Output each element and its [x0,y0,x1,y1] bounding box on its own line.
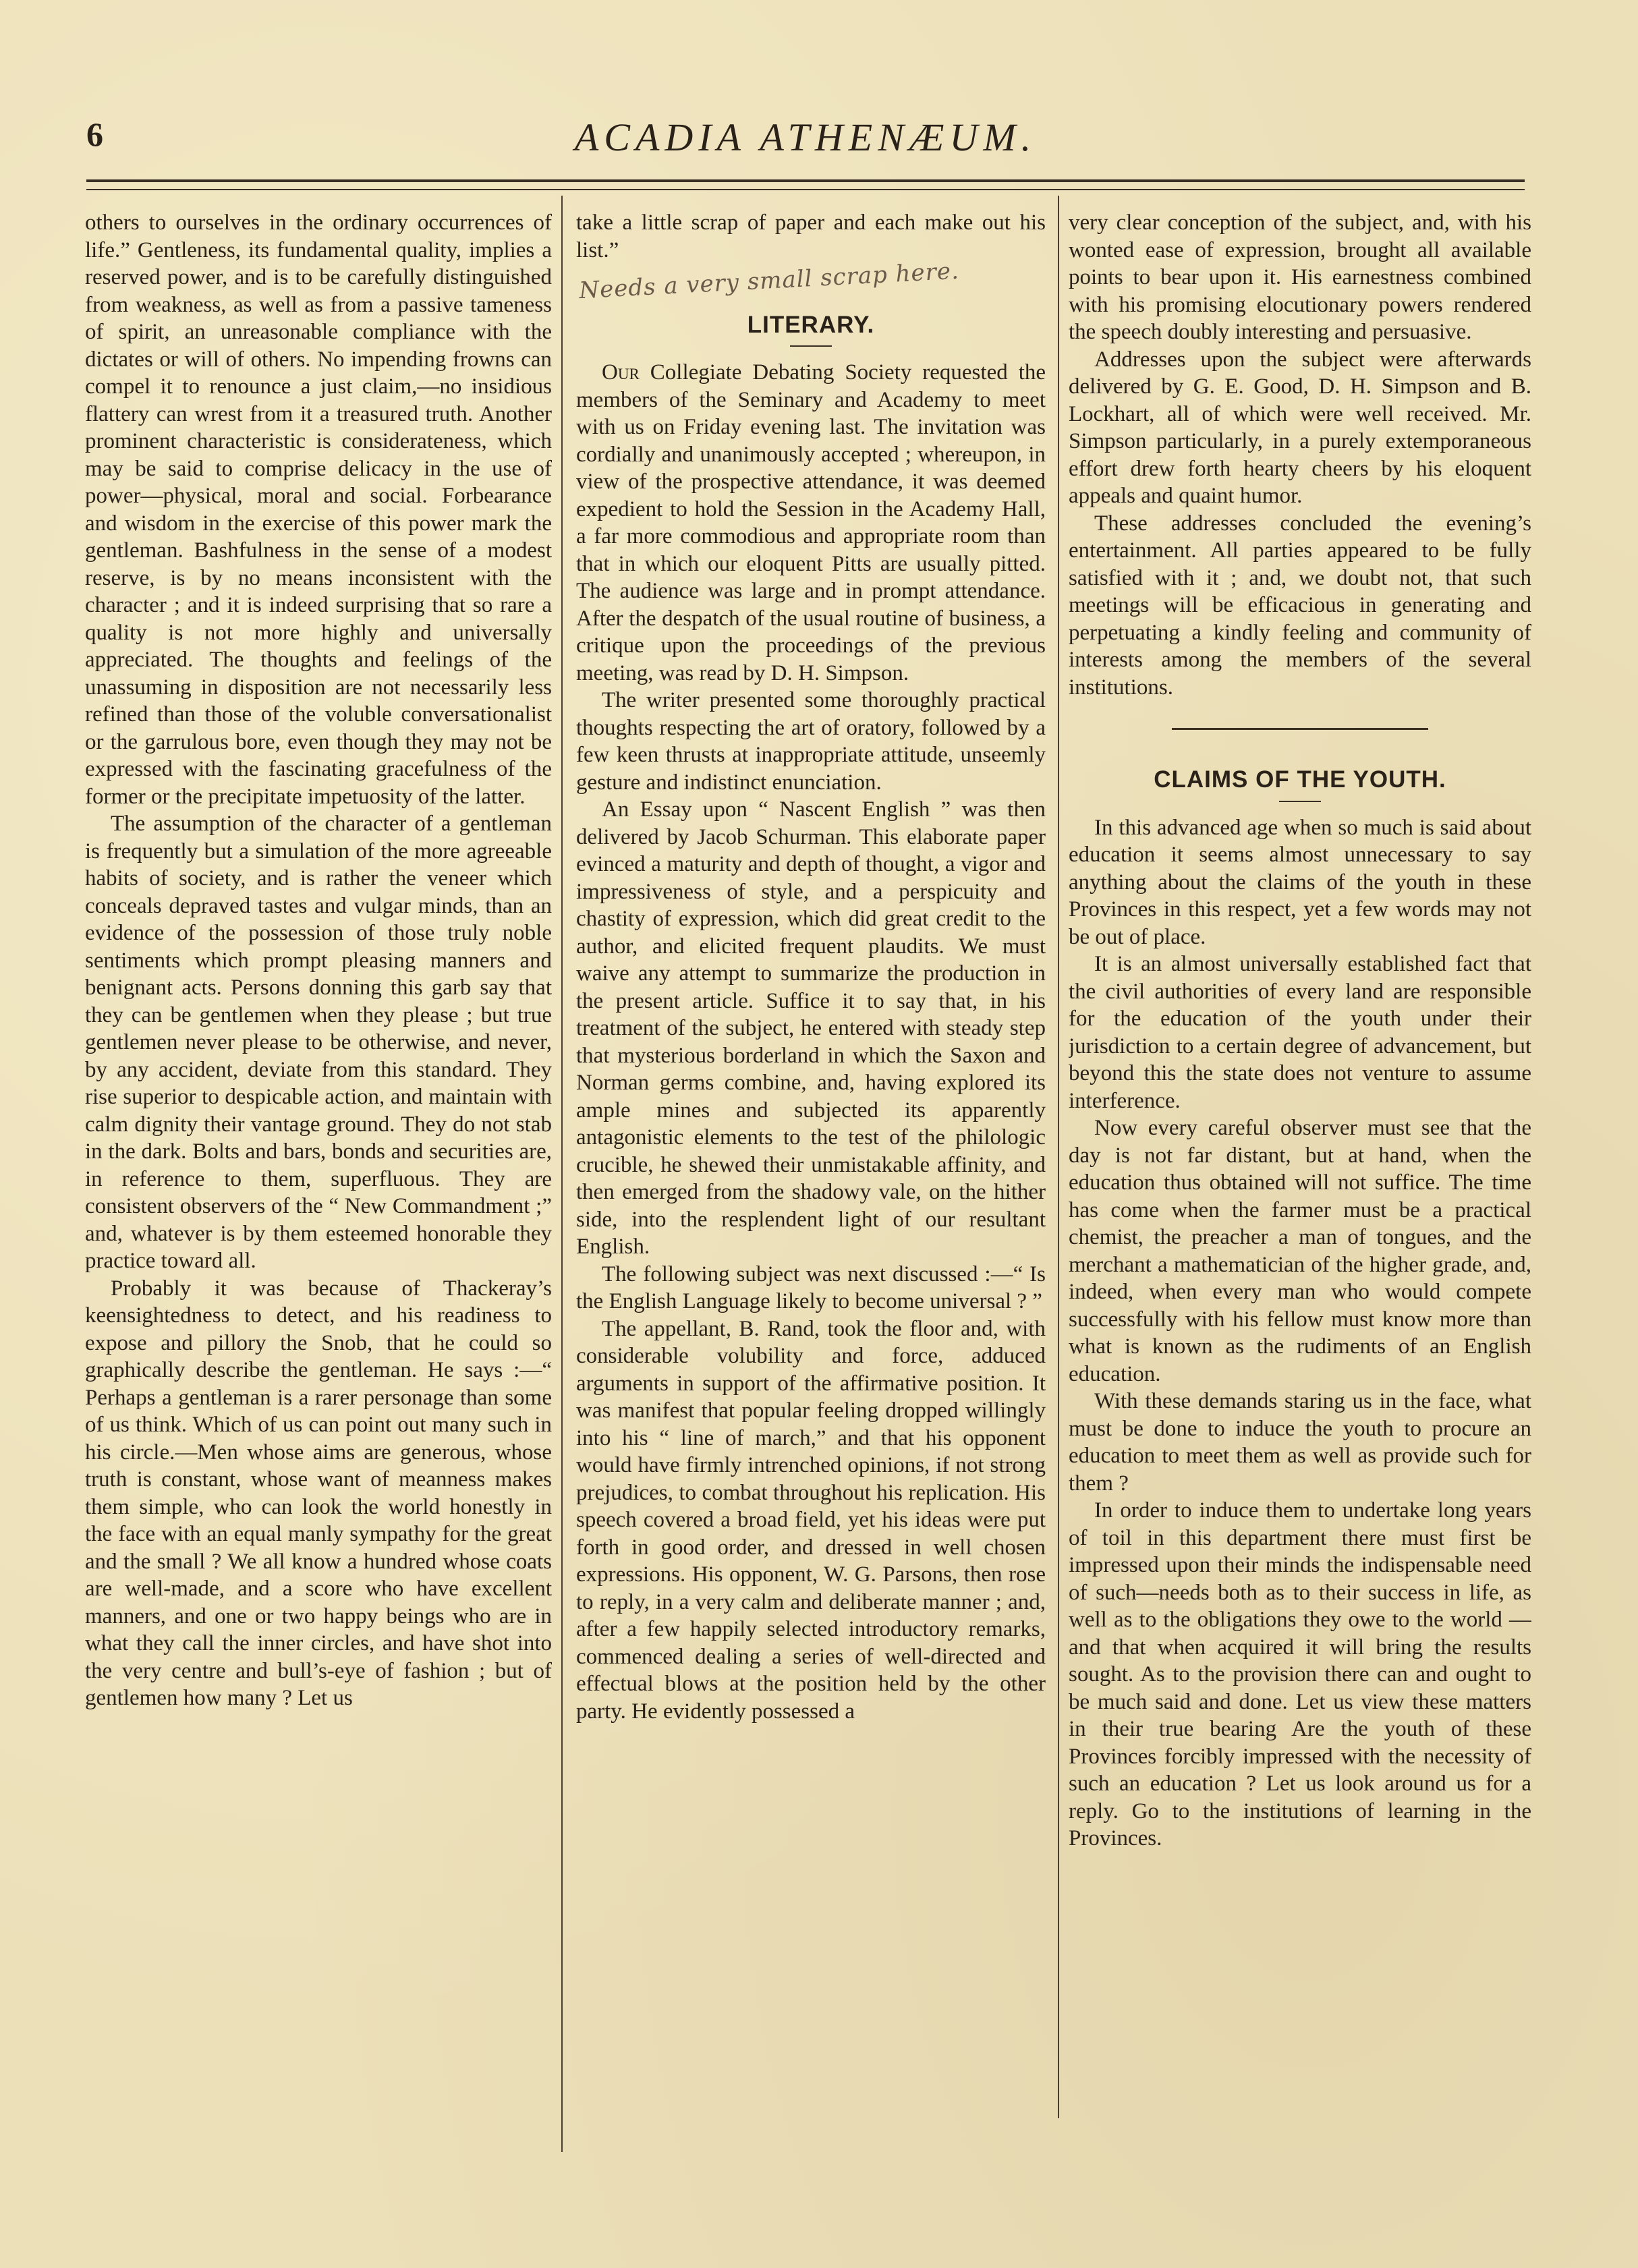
paragraph: The following subject was next discussed :—“ Is the English Language likely to become universal ? ” [576,1261,1046,1313]
column-right [1069,209,1531,2152]
paragraph: These addresses concluded the evening’s entertainment. All parties appeared to be fully satisfied with it ; and, we doubt not, that such meetings will be efficacious in generating and perpetuating a kindly feeling and community of interests among the members of the several institutions. [1069,511,1531,700]
paragraph: others to ourselves in the ordinary occurrences of life.” Gentleness, its fundamental quality, implies a reserved power, and is to be carefully distinguished from weakness, as well as from a passive tameness of spirit, an unreasonable compliance with the dictates or will of others. No impending frowns can compel it to renounce a just claim,—no insidious flattery can wrest from it a treasured truth. Another prominent characteristic is considerateness, which may be said to comprise delicacy in the use of power—physical, moral and social. Forbearance and wisdom in the exercise of this power mark the gentleman. Bashfulness in the sense of a modest reserve, is by no means inconsistent with the character ; and it is indeed surprising that so rare a quality is not more highly and universally appreciated. The thoughts and feelings of the unassuming in disposition are not necessarily less refined than those of the voluble conversationalist or the garrulous bore, even though they may not be expressed with the fascinating gracefulness of the former or the precipitate impetuosity of the latter. [85,210,552,809]
section-title-claims-of-the-youth: CLAIMS OF THE YOUTH. [1154,766,1446,793]
section-title-literary: LITERARY. [747,311,875,338]
paragraph: With these demands staring us in the face, what must be done to induce the youth to procure an education to meet them as well as provide such for them ? [1069,1389,1531,1496]
page-number: 6 [86,115,104,153]
title-divider [1279,801,1321,802]
header-rule-thick [86,179,1525,182]
masthead-title: ACADIA ATHENÆUM. [574,115,1037,159]
paragraph [576,359,1046,687]
paragraph: take a little scrap of paper and each make out his list.” [576,210,1046,262]
paragraph: In this advanced age when so much is said about education it seems almost unnecessary to say anything about the claims of the youth in these Provinces in this respect, yet a few words may not be out of place. [1069,815,1531,949]
paragraph: The assumption of the character of a gentleman is frequently but a simulation of the more agreeable habits of society, and is rather the veneer which conceals depraved tastes and vulgar minds, than an evidence of the possession of those truly noble sentiments which prompt pleasing manners and benignant acts. Persons donning this garb say that they can be gentlemen when they please ; but true gentlemen never please to be otherwise, and never, by any accident, deviate from this standard. They rise superior to despicable action, and maintain with calm dignity their vantage ground. They do not stab in the dark. Bolts and bars, bonds and securities are, in reference to them, superfluous. They are consistent observers of the “ New Commandment ;” and, whatever is by them esteemed honorable they practice toward all. [85,812,552,1273]
paragraph: An Essay upon “ Nascent English ” was then delivered by Jacob Schurman. This elaborate paper evinced a maturity and depth of thought, a vigor and impressiveness of style, and a perspicuity and chastity of expression, which did great credit to the author, and elicited frequent plaudits. We must waive any attempt to summarize the production in the present article. Suffice it to say that, in his treatment of the subject, he entered with steady step that mysterious borderland in which the Saxon and Norman germs combine, and, having explored its ample mines and subjected its apparently antagonistic elements to the test of the philologic crucible, he shewed their unmistakable affinity, and then emerged from the shadowy vale, on the hither side, into the resplendent light of our resultant English. [576,797,1046,1259]
paragraph: The appellant, B. Rand, took the floor and, with considerable volubility and force, adduced arguments in support of the affirmative position. It was manifest that popular feeling dropped willingly into his “ line of march,” and that his opponent would have firmly intrenched opinions, if not strong prejudices, to combat throughout his replication. His speech covered a broad field, yet his ideas were put forth in good order, and dressed in well chosen expressions. His opponent, W. G. Parsons, then rose to reply, in a very calm and deliberate manner ; and, after a few happily selected introductory remarks, commenced dealing a series of well-directed and effectual blows at the position held by the other party. He evidently possessed a [576,1316,1046,1724]
paragraph: It is an almost universally established fact that the civil authorities of every land are responsible for the education of the youth under their jurisdiction to a certain degree of advancement, but beyond this the state does not venture to assume interference. [1069,952,1531,1113]
paragraph: The writer presented some thoroughly practical thoughts respecting the art of oratory, followed by a few keen thrusts at inappropriate attitude, unseemly gesture and indistinct enunciation. [576,688,1046,795]
paragraph: Probably it was because of Thackeray’s keensightedness to detect, and his readiness to expose and pillory the Snob, that he could so graphically describe the gentleman. He says :—“ Perhaps a gentleman is a rarer personage than some of us think. Which of us can point out many such in his circle.—Men whose aims are generous, whose truth is constant, whose want of meanness makes them simple, who can look the world honestly in the face with an equal manly sympathy for the great and the small ? We all know a hundred whose coats are well-made, and a score who have excellent manners, and one or two happy beings who are in what they call the inner circles, and have shot into the very centre and bull’s-eye of fashion ; but of gentlemen how many ? Let us [85,1276,552,1710]
header-rule-thin [86,189,1525,190]
column-left [85,209,552,2152]
page-header [86,115,1525,169]
paragraph: Addresses upon the subject were afterwards delivered by G. E. Good, D. H. Simpson and B. Lockhart, all of which were well received. Mr. Simpson particularly, in a purely extemporaneous effort drew forth hearty cheers by his eloquent appeals and quaint humor. [1069,347,1531,508]
column-divider-1 [561,196,563,2152]
paragraph-text: Collegiate Debating Society requested the members of the Seminary and Academy to meet with us on Friday evening last. The invitation was cordially and unanimously accepted ; whereupon, in view of the prospective attendance, it was deemed expedient to hold the Session in the Academy Hall, a far more commodious and appropriate room than that in which our eloquent Pitts are usually pitted. The audience was large and in prompt attendance. After the despatch of the usual routine of business, a critique upon the proceedings of the previous meeting, was read by D. H. Simpson. [576,360,1046,685]
paragraph: In order to induce them to undertake long years of toil in this department there must first be impressed upon their minds the indispensable need of such—needs both as to their success in life, as well as to the obligations they owe to the world —and that when acquired it will bring the results sought. As to the provision there can and ought to be much said and done. Let us view these matters in their true bearing Are the youth of these Provinces forcibly impressed with the necessity of such an education ? Let us look around us for a reply. Go to the institutions of learning in the Provinces. [1069,1498,1531,1850]
paragraph: very clear conception of the subject, and, with his wonted ease of expression, brought all available points to bear upon it. His earnestness combined with his promising elocutionary powers rendered the speech doubly interesting and persuasive. [1069,210,1531,344]
handwritten-annotation: Needs a very small scrap here. [578,257,960,305]
column-middle [576,209,1046,2152]
column-divider-2 [1058,196,1059,2118]
section-divider [1172,728,1428,730]
paragraph: Now every careful observer must see that the day is not far distant, but at hand, when the education thus obtained will not suffice. The time has come when the farmer must be a practical chemist, the preacher a man of tongues, and the merchant a mathematician of the higher grade, and, indeed, when every man who would compete successfully with his fellow must know more than what is known as the rudiments of an English education. [1069,1116,1531,1386]
title-divider [790,345,832,347]
lead-word: Our [602,360,640,385]
